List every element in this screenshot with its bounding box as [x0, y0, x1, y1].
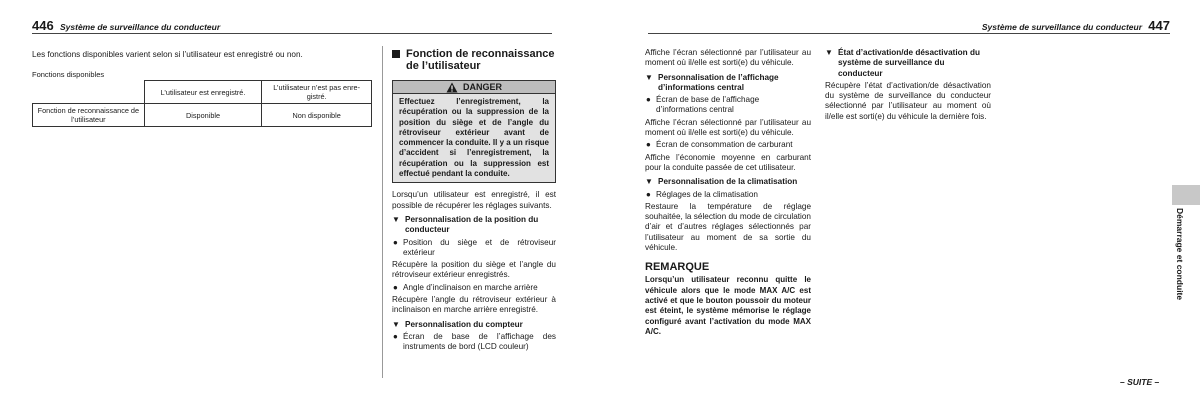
subheading-text: État d’activation/de désactivation du système de surveillance du conducteur [838, 48, 980, 78]
subheading-text: Personnalisation du compteur [405, 319, 523, 329]
danger-header [393, 81, 555, 94]
square-bullet-icon [392, 50, 400, 58]
bullet-text: Écran de base de l’affichage des instruments de bord (LCD couleur) [403, 331, 556, 352]
chapter-tab-label [1175, 208, 1195, 338]
user-recognition-section [392, 48, 556, 353]
right-page-header [648, 18, 1170, 34]
section-heading-text: Fonction de reconnaissance de l’utilisateur [406, 48, 555, 72]
bullet-item [645, 190, 811, 200]
bullet-item [392, 238, 556, 259]
paragraph: Récupère l’angle du rétroviseur extérieur à inclinaison en marche arrière enregistré. [392, 295, 556, 315]
availability-table [32, 80, 372, 127]
bullet-dot-icon: ● [393, 282, 398, 292]
table-header-cell: L’utilisateur n’est pas enre-gistré. [262, 81, 372, 104]
bullet-item [392, 283, 556, 293]
chapter-tab [1172, 185, 1200, 205]
bullet-text: Angle d’inclinaison en marche arrière [403, 282, 538, 292]
subheading [645, 177, 811, 187]
subheading-text: Personnalisation de la position du conducteur [405, 214, 539, 235]
triangle-down-icon: ▼ [825, 48, 833, 57]
bullet-text: Écran de consommation de carburant [656, 140, 793, 150]
subheading [645, 73, 811, 94]
chapter-tab-text: Démarrage et conduite [1175, 208, 1185, 301]
subheading [825, 48, 991, 79]
bullet-item [645, 95, 811, 116]
triangle-down-icon: ▼ [392, 319, 400, 329]
subheading [392, 215, 556, 236]
bullet-item [645, 140, 811, 150]
intro-text: Les fonctions disponibles varient selon si l’utilisateur est enregistré ou non. [32, 50, 303, 59]
danger-label: DANGER [462, 82, 502, 92]
table-cell: Disponible [144, 104, 262, 127]
table-header-cell: L’utilisateur est enregistré. [144, 81, 262, 104]
table-cell: Non disponible [262, 104, 372, 127]
danger-box [392, 80, 556, 183]
danger-text: Effectuez l’enregistrement, la récupération ou la suppression de la position du siège et de l’angle du rétroviseur extérieur avant de commencer la conduite. Il y a un risque d’accident si l’enregistrement, la récupération ou la suppression est effectué pendant la conduite. [393, 94, 555, 182]
triangle-down-icon: ▼ [645, 177, 653, 187]
right-column-2 [825, 48, 991, 122]
table-row [33, 104, 372, 127]
bullet-dot-icon: ● [393, 331, 398, 341]
bullet-dot-icon: ● [646, 95, 651, 105]
bullet-item [392, 332, 556, 353]
subheading-text: Personnalisation de la climatisation [658, 177, 798, 187]
bullet-dot-icon: ● [646, 189, 651, 199]
right-section-title: Système de surveillance du conducteur [981, 22, 1142, 32]
continued-footer: – SUITE – [1120, 377, 1160, 387]
table-header-cell [33, 81, 145, 104]
bullet-text: Réglages de la climatisation [656, 189, 758, 199]
paragraph: Récupère l’état d’activation/de désactivation du système de surveillance du conducteur sélectionné par l’utilisateur au moment où il/elle est sorti(e) du véhicule la dernière fois. [825, 80, 991, 121]
left-page-number: 446 [32, 18, 54, 33]
bullet-text: Écran de base de l’affichage d’informations central [656, 95, 760, 115]
remarque-text: Lorsqu’un utilisateur reconnu quitte le véhicule alors que le mode MAX A/C est activé et que le bouton poussoir du moteur est éteint, le système mémorise le réglage configuré avant l’activation du mode MAX A/C. [645, 275, 811, 336]
subheading [392, 320, 556, 330]
paragraph: Lorsqu’un utilisateur est enregistré, il est possible de récupérer les réglages suivants. [392, 190, 556, 210]
table-header-row [33, 81, 372, 104]
table-caption: Fonctions disponibles [32, 70, 105, 79]
bullet-dot-icon: ● [393, 237, 398, 247]
warning-triangle-icon [446, 82, 458, 93]
subheading-text: Personnalisation de l’affichage d’informations central [658, 72, 779, 92]
left-page-header [32, 18, 552, 34]
column-divider [382, 46, 383, 378]
paragraph: Affiche l’écran sélectionné par l’utilisateur au moment où il/elle est sorti(e) du véhicule. [645, 48, 811, 68]
right-page-number: 447 [1148, 18, 1170, 33]
paragraph: Affiche l’économie moyenne en carburant pour la conduite passée de cet utilisateur. [645, 152, 811, 172]
left-section-title: Système de surveillance du conducteur [60, 22, 221, 32]
remarque-heading: REMARQUE [645, 261, 710, 274]
paragraph: Affiche l’écran sélectionné par l’utilisateur au moment où il/elle est sorti(e) du véhicule. [645, 117, 811, 138]
triangle-down-icon: ▼ [645, 72, 653, 82]
paragraph: Restaure la température de réglage souhaitée, la sélection du mode de circulation d’air et d’autres réglages sélectionnés par l’utilisateur au moment de sa sortie du véhicule. [645, 201, 811, 253]
triangle-down-icon: ▼ [392, 214, 400, 224]
section-heading [392, 48, 556, 72]
bullet-text: Position du siège et de rétroviseur extérieur [403, 237, 556, 257]
right-column-1 [645, 48, 811, 337]
bullet-dot-icon: ● [646, 140, 651, 150]
paragraph: Récupère la position du siège et l’angle du rétroviseur extérieur enregistrés. [392, 260, 556, 280]
table-cell: Fonction de reconnaissance de l’utilisateur [33, 104, 145, 127]
